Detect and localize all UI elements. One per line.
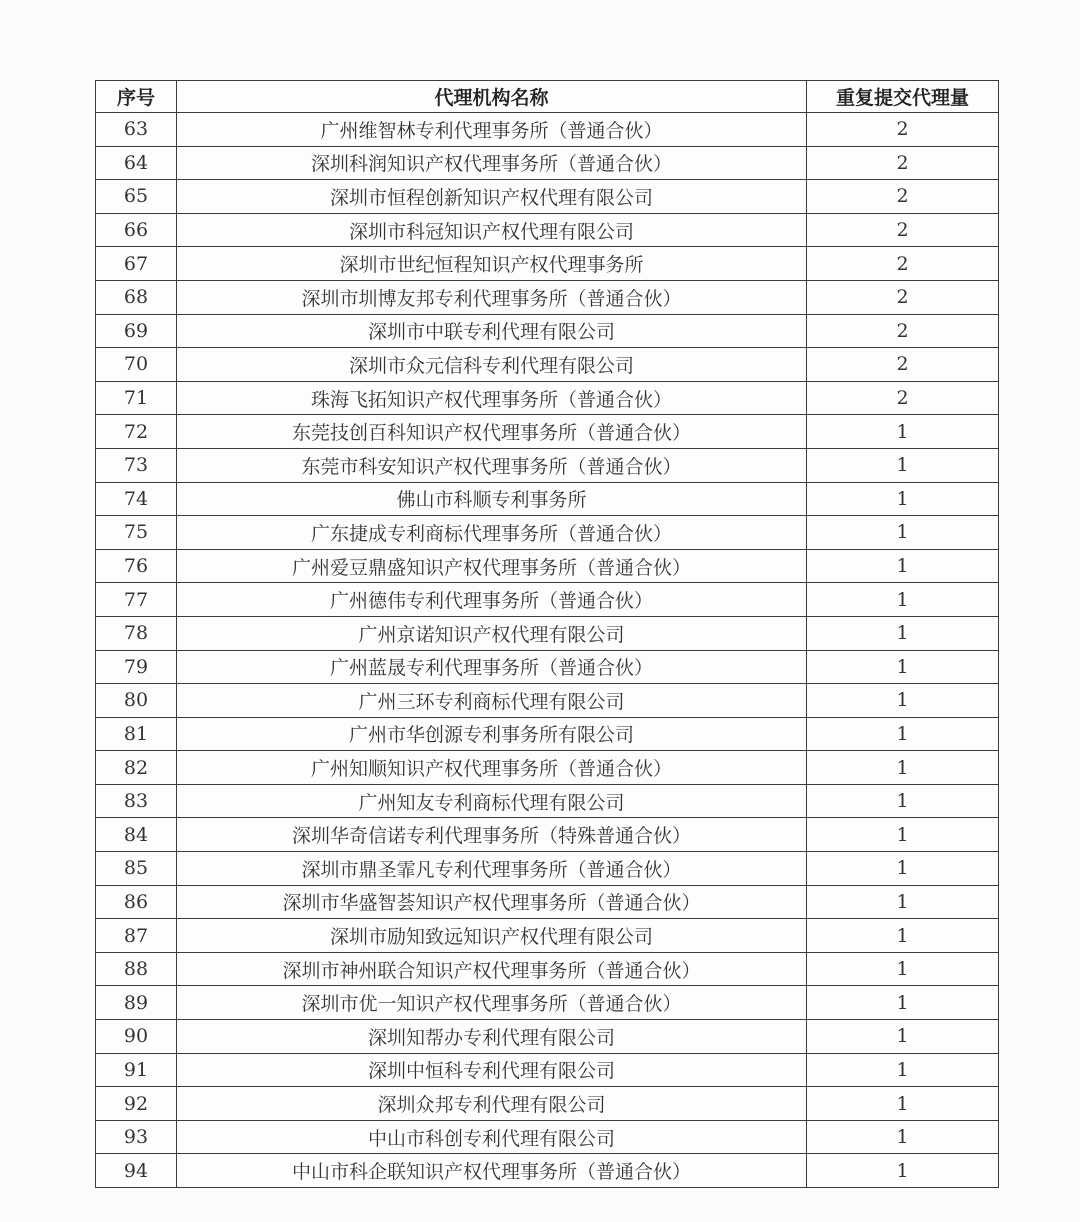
cell-duplicate-count: 2 xyxy=(807,381,999,415)
cell-duplicate-count: 1 xyxy=(807,616,999,650)
table-row xyxy=(96,1053,999,1087)
table-row xyxy=(96,684,999,718)
cell-agency-name: 广州三环专利商标代理有限公司 xyxy=(177,684,807,718)
cell-agency-name: 广州爱豆鼎盛知识产权代理事务所（普通合伙） xyxy=(177,549,807,583)
cell-serial-number: 79 xyxy=(96,650,177,684)
table-row xyxy=(96,549,999,583)
table-row xyxy=(96,448,999,482)
table-row xyxy=(96,180,999,214)
table-header xyxy=(96,81,999,113)
header-row xyxy=(96,81,999,113)
table-row xyxy=(96,113,999,147)
cell-serial-number: 78 xyxy=(96,616,177,650)
cell-duplicate-count: 2 xyxy=(807,213,999,247)
table-row xyxy=(96,784,999,818)
cell-duplicate-count: 2 xyxy=(807,280,999,314)
cell-duplicate-count: 1 xyxy=(807,852,999,886)
table-row xyxy=(96,717,999,751)
table-row xyxy=(96,986,999,1020)
cell-serial-number: 67 xyxy=(96,247,177,281)
cell-duplicate-count: 1 xyxy=(807,784,999,818)
table-row xyxy=(96,146,999,180)
cell-duplicate-count: 1 xyxy=(807,751,999,785)
table-row xyxy=(96,381,999,415)
cell-duplicate-count: 1 xyxy=(807,919,999,953)
cell-agency-name: 广州市华创源专利事务所有限公司 xyxy=(177,717,807,751)
cell-agency-name: 广州知友专利商标代理有限公司 xyxy=(177,784,807,818)
cell-serial-number: 90 xyxy=(96,1020,177,1054)
table-row xyxy=(96,919,999,953)
cell-agency-name: 深圳市圳博友邦专利代理事务所（普通合伙） xyxy=(177,280,807,314)
cell-agency-name: 深圳知帮办专利代理有限公司 xyxy=(177,1020,807,1054)
cell-serial-number: 92 xyxy=(96,1087,177,1121)
cell-serial-number: 72 xyxy=(96,415,177,449)
cell-agency-name: 广东捷成专利商标代理事务所（普通合伙） xyxy=(177,516,807,550)
table-row xyxy=(96,415,999,449)
cell-duplicate-count: 2 xyxy=(807,180,999,214)
cell-serial-number: 64 xyxy=(96,146,177,180)
cell-duplicate-count: 2 xyxy=(807,146,999,180)
cell-serial-number: 77 xyxy=(96,583,177,617)
cell-agency-name: 深圳市恒程创新知识产权代理有限公司 xyxy=(177,180,807,214)
cell-serial-number: 75 xyxy=(96,516,177,550)
table-row xyxy=(96,583,999,617)
table-row xyxy=(96,616,999,650)
cell-agency-name: 深圳市华盛智荟知识产权代理事务所（普通合伙） xyxy=(177,885,807,919)
cell-agency-name: 广州维智林专利代理事务所（普通合伙） xyxy=(177,113,807,147)
cell-serial-number: 88 xyxy=(96,952,177,986)
cell-serial-number: 86 xyxy=(96,885,177,919)
cell-duplicate-count: 1 xyxy=(807,448,999,482)
cell-agency-name: 深圳华奇信诺专利代理事务所（特殊普通合伙） xyxy=(177,818,807,852)
cell-agency-name: 广州蓝晟专利代理事务所（普通合伙） xyxy=(177,650,807,684)
cell-serial-number: 83 xyxy=(96,784,177,818)
cell-serial-number: 81 xyxy=(96,717,177,751)
cell-agency-name: 深圳科润知识产权代理事务所（普通合伙） xyxy=(177,146,807,180)
cell-duplicate-count: 1 xyxy=(807,684,999,718)
cell-serial-number: 68 xyxy=(96,280,177,314)
cell-duplicate-count: 1 xyxy=(807,1120,999,1154)
table-row xyxy=(96,247,999,281)
cell-serial-number: 74 xyxy=(96,482,177,516)
cell-agency-name: 广州京诺知识产权代理有限公司 xyxy=(177,616,807,650)
header-agency-name: 代理机构名称 xyxy=(177,81,807,113)
table-row xyxy=(96,482,999,516)
table-body xyxy=(96,113,999,1188)
cell-agency-name: 深圳众邦专利代理有限公司 xyxy=(177,1087,807,1121)
cell-duplicate-count: 2 xyxy=(807,348,999,382)
cell-serial-number: 93 xyxy=(96,1120,177,1154)
cell-duplicate-count: 1 xyxy=(807,482,999,516)
cell-serial-number: 65 xyxy=(96,180,177,214)
cell-serial-number: 91 xyxy=(96,1053,177,1087)
cell-serial-number: 94 xyxy=(96,1154,177,1188)
cell-serial-number: 82 xyxy=(96,751,177,785)
cell-duplicate-count: 1 xyxy=(807,415,999,449)
cell-duplicate-count: 1 xyxy=(807,818,999,852)
cell-duplicate-count: 1 xyxy=(807,583,999,617)
cell-duplicate-count: 2 xyxy=(807,113,999,147)
cell-agency-name: 深圳市世纪恒程知识产权代理事务所 xyxy=(177,247,807,281)
cell-duplicate-count: 1 xyxy=(807,1154,999,1188)
cell-duplicate-count: 2 xyxy=(807,314,999,348)
cell-duplicate-count: 2 xyxy=(807,247,999,281)
cell-serial-number: 66 xyxy=(96,213,177,247)
cell-serial-number: 73 xyxy=(96,448,177,482)
cell-agency-name: 深圳市众元信科专利代理有限公司 xyxy=(177,348,807,382)
table-row xyxy=(96,1020,999,1054)
cell-agency-name: 深圳市科冠知识产权代理有限公司 xyxy=(177,213,807,247)
cell-agency-name: 深圳市鼎圣霏凡专利代理事务所（普通合伙） xyxy=(177,852,807,886)
cell-duplicate-count: 1 xyxy=(807,549,999,583)
cell-serial-number: 70 xyxy=(96,348,177,382)
cell-agency-name: 东莞市科安知识产权代理事务所（普通合伙） xyxy=(177,448,807,482)
cell-serial-number: 85 xyxy=(96,852,177,886)
cell-agency-name: 珠海飞拓知识产权代理事务所（普通合伙） xyxy=(177,381,807,415)
cell-serial-number: 89 xyxy=(96,986,177,1020)
cell-serial-number: 71 xyxy=(96,381,177,415)
table-row xyxy=(96,516,999,550)
table-row xyxy=(96,1087,999,1121)
table-row xyxy=(96,348,999,382)
table-row xyxy=(96,213,999,247)
table-row xyxy=(96,314,999,348)
cell-duplicate-count: 1 xyxy=(807,516,999,550)
cell-duplicate-count: 1 xyxy=(807,1020,999,1054)
cell-duplicate-count: 1 xyxy=(807,717,999,751)
cell-agency-name: 中山市科创专利代理有限公司 xyxy=(177,1120,807,1154)
cell-agency-name: 佛山市科顺专利事务所 xyxy=(177,482,807,516)
cell-duplicate-count: 1 xyxy=(807,952,999,986)
table-row xyxy=(96,751,999,785)
cell-agency-name: 深圳市中联专利代理有限公司 xyxy=(177,314,807,348)
cell-agency-name: 深圳市神州联合知识产权代理事务所（普通合伙） xyxy=(177,952,807,986)
table-row xyxy=(96,280,999,314)
cell-duplicate-count: 1 xyxy=(807,650,999,684)
agency-table xyxy=(95,80,999,1188)
cell-serial-number: 76 xyxy=(96,549,177,583)
cell-serial-number: 63 xyxy=(96,113,177,147)
cell-agency-name: 广州知顺知识产权代理事务所（普通合伙） xyxy=(177,751,807,785)
cell-agency-name: 深圳市优一知识产权代理事务所（普通合伙） xyxy=(177,986,807,1020)
cell-serial-number: 84 xyxy=(96,818,177,852)
table-row xyxy=(96,818,999,852)
cell-duplicate-count: 1 xyxy=(807,1087,999,1121)
table-row xyxy=(96,885,999,919)
cell-agency-name: 深圳中恒科专利代理有限公司 xyxy=(177,1053,807,1087)
cell-serial-number: 69 xyxy=(96,314,177,348)
cell-duplicate-count: 1 xyxy=(807,885,999,919)
cell-duplicate-count: 1 xyxy=(807,986,999,1020)
cell-agency-name: 广州德伟专利代理事务所（普通合伙） xyxy=(177,583,807,617)
table-row xyxy=(96,852,999,886)
table-row xyxy=(96,650,999,684)
cell-serial-number: 87 xyxy=(96,919,177,953)
table-row xyxy=(96,1120,999,1154)
table-row xyxy=(96,952,999,986)
cell-agency-name: 东莞技创百科知识产权代理事务所（普通合伙） xyxy=(177,415,807,449)
table-row xyxy=(96,1154,999,1188)
header-duplicate-count: 重复提交代理量 xyxy=(807,81,999,113)
header-serial-number: 序号 xyxy=(96,81,177,113)
cell-agency-name: 中山市科企联知识产权代理事务所（普通合伙） xyxy=(177,1154,807,1188)
cell-serial-number: 80 xyxy=(96,684,177,718)
cell-duplicate-count: 1 xyxy=(807,1053,999,1087)
cell-agency-name: 深圳市励知致远知识产权代理有限公司 xyxy=(177,919,807,953)
